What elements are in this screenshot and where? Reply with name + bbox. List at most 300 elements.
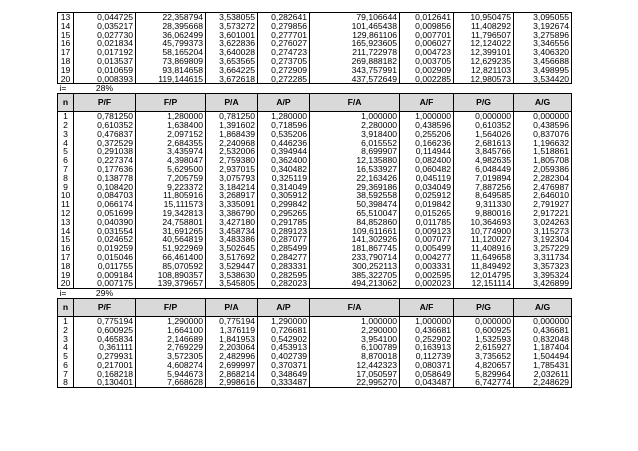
factor-cell: 0,002595 [400,271,454,280]
factor-cell: 0,600925 [454,326,514,335]
factor-cell: 3,538055 [206,13,258,22]
column-header: A/P [258,94,310,112]
factor-cell: 3,192674 [514,22,572,31]
factor-cell: 0,002023 [400,279,454,288]
factor-cell: 36,062499 [136,31,206,40]
factor-cell: 0,012641 [400,13,454,22]
factor-cell: 0,019842 [400,200,454,209]
table-row [58,22,572,31]
factor-cell: 0,004277 [400,253,454,262]
factor-cell: 0,007175 [74,279,136,288]
factor-cell: 11,408916 [454,244,514,253]
factor-cell: 0,009184 [74,271,136,280]
table-row [58,112,572,121]
period-cell: 11 [58,200,74,209]
factor-cell: 0,542902 [258,335,310,344]
factor-cell: 0,781250 [206,112,258,121]
factor-cell: 40,564819 [136,235,206,244]
factor-cell: 0,299842 [258,200,310,209]
factor-cell: 2,203064 [206,343,258,352]
factor-cell: 0,130401 [74,378,136,387]
factor-cell: 2,937015 [206,165,258,174]
column-header: P/G [454,298,514,316]
factor-cell: 10,950475 [454,13,514,22]
factor-cell: 0,002285 [400,75,454,84]
factor-cell: 494,213062 [310,279,400,288]
factor-cell: 3,845766 [454,147,514,156]
factor-cell: 10,364693 [454,218,514,227]
factor-cell: 5,629500 [136,165,206,174]
factor-cell: 1,841953 [206,335,258,344]
factor-cell: 3,075793 [206,174,258,183]
factor-cell: 0,775194 [74,316,136,325]
factor-cell: 0,295265 [258,209,310,218]
factor-cell: 2,476987 [514,183,572,192]
factor-cell: 28,395668 [136,22,206,31]
factor-cell: 0,255206 [400,130,454,139]
factor-cell: 4,398047 [136,156,206,165]
factor-cell: 51,922969 [136,244,206,253]
period-cell: 7 [58,165,74,174]
period-cell: 19 [58,66,74,75]
factor-cell: 8,870018 [310,352,400,361]
factor-cell: 2,146689 [136,335,206,344]
factor-cell: 3,664225 [206,66,258,75]
table-row [58,343,572,352]
factor-cell: 0,027730 [74,31,136,40]
factor-cell: 12,442323 [310,361,400,370]
factor-cell: 0,066174 [74,200,136,209]
factor-cell: 0,279931 [74,352,136,361]
factor-cell: 66,461400 [136,253,206,262]
period-cell: 6 [58,361,74,370]
rate-value: 28% [95,83,114,94]
table-row [58,227,572,236]
factor-cell: 16,533927 [310,165,400,174]
factor-cell: 0,465834 [74,335,136,344]
factor-cell: 1,376119 [206,326,258,335]
factor-cell: 0,114944 [400,147,454,156]
table-row [58,326,572,335]
period-cell: 16 [58,39,74,48]
factor-cell: 101,465438 [310,22,400,31]
period-cell: 4 [58,139,74,148]
factor-cell: 3,653565 [206,57,258,66]
factor-cell: 3,545805 [206,279,258,288]
factor-cell: 1,868439 [206,130,258,139]
factor-cell: 9,880016 [454,209,514,218]
factor-cell: 3,498995 [514,66,572,75]
column-header: A/G [514,298,572,316]
factor-cell: 0,476837 [74,130,136,139]
factor-cell: 7,887256 [454,183,514,192]
factor-cell: 0,045119 [400,174,454,183]
factor-cell: 0,781250 [74,112,136,121]
period-cell: 5 [58,147,74,156]
factor-cell: 0,082400 [400,156,454,165]
factor-cell: 3,311734 [514,253,572,262]
factor-cell: 0,108420 [74,183,136,192]
factor-cell: 1,391602 [206,121,258,130]
factor-cell: 2,290000 [310,326,400,335]
factor-cell: 12,014795 [454,271,514,280]
period-cell: 9 [58,183,74,192]
empty-cell [310,289,400,299]
factor-cell: 3,918400 [310,130,400,139]
period-cell: 17 [58,48,74,57]
factor-cell: 79,106644 [310,13,400,22]
empty-cell [258,84,310,94]
factor-cell: 0,006027 [400,39,454,48]
factor-cell: 0,277701 [258,31,310,40]
rate-value: 29% [95,288,114,299]
factor-cell: 0,008393 [74,75,136,84]
factor-cell: 0,000000 [514,112,572,121]
factor-cell: 0,348649 [258,370,310,379]
column-header: F/P [136,94,206,112]
table-row [58,244,572,253]
factor-cell: 3,192304 [514,235,572,244]
factor-cell: 141,302926 [310,235,400,244]
empty-cell [206,289,258,299]
factor-cell: 0,007077 [400,235,454,244]
header-row [58,298,572,316]
factor-cell: 3,357323 [514,262,572,271]
column-header: F/A [310,298,400,316]
factor-cell: 1,638400 [136,121,206,130]
factor-cell: 1,504494 [514,352,572,361]
factor-cell: 0,013537 [74,57,136,66]
factor-cell: 29,369186 [310,183,400,192]
factor-cell: 0,289123 [258,227,310,236]
factor-cell: 3,257229 [514,244,572,253]
factor-cell: 58,165204 [136,48,206,57]
factor-cell: 0,051699 [74,209,136,218]
rate-row [58,84,572,94]
column-header: P/F [74,298,136,316]
factor-cell: 12,980573 [454,75,514,84]
factor-cell: 12,821103 [454,66,514,75]
factor-cell: 2,240968 [206,139,258,148]
rate-label: i= [59,288,67,299]
factor-cell: 3,427180 [206,218,258,227]
factor-cell: 1,280000 [136,112,206,121]
factor-cell: 0,011755 [74,262,136,271]
period-cell: 18 [58,262,74,271]
factor-cell: 93,814658 [136,66,206,75]
factor-cell: 0,000000 [514,316,572,325]
factor-cell: 4,608274 [136,361,206,370]
factor-cell: 3,622836 [206,39,258,48]
table-row [58,165,572,174]
spreadsheet [57,12,572,388]
table-row [58,130,572,139]
factor-cell: 0,279856 [258,22,310,31]
factor-cell: 0,453913 [258,343,310,352]
table-row [58,156,572,165]
factor-cell: 0,340482 [258,165,310,174]
factor-cell: 2,248629 [514,378,572,387]
factor-cell: 0,272909 [258,66,310,75]
factor-cell: 0,394944 [258,147,310,156]
factor-cell: 2,868214 [206,370,258,379]
factor-cell: 12,151114 [454,279,514,288]
column-header: A/P [258,298,310,316]
factor-cell: 0,080371 [400,361,454,370]
rate-label: i= [59,83,67,94]
factor-cell: 0,274723 [258,48,310,57]
factor-cell: 0,283331 [258,262,310,271]
period-cell: 19 [58,271,74,280]
factor-cell: 1,532593 [454,335,514,344]
factor-cell: 0,058649 [400,370,454,379]
factor-cell: 233,790714 [310,253,400,262]
factor-cell: 3,483386 [206,235,258,244]
period-cell: 20 [58,75,74,84]
period-cell: 1 [58,316,74,325]
factor-cell: 11,649658 [454,253,514,262]
factor-cell: 0,282595 [258,271,310,280]
factor-cell: 0,010659 [74,66,136,75]
factor-cell: 0,325119 [258,174,310,183]
empty-cell [400,84,454,94]
factor-cell: 0,217001 [74,361,136,370]
table-row [58,31,572,40]
interest-factor-table [57,12,572,388]
empty-cell [514,289,572,299]
factor-cell: 0,370371 [258,361,310,370]
factor-cell: 3,346556 [514,39,572,48]
factor-cell: 0,718596 [258,121,310,130]
factor-cell: 0,291785 [258,218,310,227]
factor-cell: 2,615927 [454,343,514,352]
factor-cell: 0,009856 [400,22,454,31]
factor-cell: 3,095055 [514,13,572,22]
factor-cell: 2,097152 [136,130,206,139]
factor-cell: 0,003705 [400,57,454,66]
factor-cell: 1,000000 [310,112,400,121]
factor-cell: 11,796507 [454,31,514,40]
factor-cell: 3,502645 [206,244,258,253]
factor-cell: 385,322705 [310,271,400,280]
table-row [58,316,572,325]
factor-cell: 3,386790 [206,209,258,218]
table-row [58,218,572,227]
factor-cell: 1,196632 [514,139,572,148]
factor-cell: 84,852860 [310,218,400,227]
table-row [58,183,572,192]
factor-cell: 0,282023 [258,279,310,288]
factor-cell: 3,538630 [206,271,258,280]
table-row [58,253,572,262]
period-cell: 16 [58,244,74,253]
factor-cell: 4,820657 [454,361,514,370]
factor-cell: 0,333487 [258,378,310,387]
factor-cell: 0,163913 [400,343,454,352]
factor-cell: 0,011785 [400,218,454,227]
factor-cell: 0,168218 [74,370,136,379]
factor-cell: 0,832048 [514,335,572,344]
factor-cell: 7,019894 [454,174,514,183]
table-row [58,209,572,218]
factor-cell: 0,034049 [400,183,454,192]
empty-cell [514,84,572,94]
factor-cell: 6,048449 [454,165,514,174]
factor-cell: 12,135880 [310,156,400,165]
factor-cell: 1,564026 [454,130,514,139]
factor-cell: 2,759380 [206,156,258,165]
factor-cell: 24,758801 [136,218,206,227]
factor-cell: 3,517692 [206,253,258,262]
factor-cell: 73,869809 [136,57,206,66]
factor-cell: 31,691265 [136,227,206,236]
factor-cell: 2,917221 [514,209,572,218]
table-row [58,361,572,370]
table-row [58,66,572,75]
factor-cell: 0,007701 [400,31,454,40]
rate-row [58,289,572,299]
period-cell: 17 [58,253,74,262]
factor-cell: 0,060482 [400,165,454,174]
factor-cell: 0,002909 [400,66,454,75]
factor-cell: 22,358794 [136,13,206,22]
factor-cell: 0,436681 [514,326,572,335]
table-row [58,200,572,209]
factor-cell: 165,923605 [310,39,400,48]
factor-cell: 2,482996 [206,352,258,361]
factor-cell: 2,681613 [454,139,514,148]
factor-cell: 0,031554 [74,227,136,236]
factor-cell: 3,572305 [136,352,206,361]
factor-cell: 3,534420 [514,75,572,84]
table-row [58,48,572,57]
table-row [58,279,572,288]
factor-cell: 50,398474 [310,200,400,209]
table-row [58,75,572,84]
factor-cell: 0,362400 [258,156,310,165]
factor-cell: 15,111573 [136,200,206,209]
factor-cell: 0,372529 [74,139,136,148]
table-row [58,139,572,148]
factor-cell: 8,699907 [310,147,400,156]
factor-cell: 85,070592 [136,262,206,271]
factor-cell: 1,000000 [310,316,400,325]
factor-cell: 0,610352 [454,121,514,130]
period-cell: 18 [58,57,74,66]
factor-cell: 3,406320 [514,48,572,57]
factor-cell: 0,000000 [454,316,514,325]
factor-cell: 6,100789 [310,343,400,352]
factor-cell: 129,861106 [310,31,400,40]
factor-cell: 3,458734 [206,227,258,236]
period-cell: 10 [58,191,74,200]
factor-cell: 10,774900 [454,227,514,236]
factor-cell: 0,000000 [454,112,514,121]
column-header: P/G [454,94,514,112]
factor-cell: 0,276027 [258,39,310,48]
empty-cell [258,289,310,299]
factor-cell: 0,035217 [74,22,136,31]
factor-cell: 2,684355 [136,139,206,148]
factor-cell: 0,610352 [74,121,136,130]
column-header: A/F [400,298,454,316]
factor-cell: 0,837076 [514,130,572,139]
factor-cell: 0,287077 [258,235,310,244]
period-cell: 3 [58,130,74,139]
empty-cell [206,84,258,94]
factor-cell: 3,184214 [206,183,258,192]
factor-cell: 3,335091 [206,200,258,209]
column-header: P/A [206,94,258,112]
factor-cell: 5,829964 [454,370,514,379]
factor-cell: 0,004723 [400,48,454,57]
factor-cell: 9,223372 [136,183,206,192]
empty-cell [136,84,206,94]
table-row [58,174,572,183]
table-row [58,191,572,200]
table-row [58,335,572,344]
factor-cell: 12,399101 [454,48,514,57]
factor-cell: 17,050597 [310,370,400,379]
factor-cell: 1,664100 [136,326,206,335]
factor-cell: 11,120027 [454,235,514,244]
factor-cell: 3,435974 [136,147,206,156]
empty-cell [136,289,206,299]
factor-cell: 300,252113 [310,262,400,271]
table-row [58,370,572,379]
factor-cell: 2,280000 [310,121,400,130]
factor-cell: 0,166236 [400,139,454,148]
factor-cell: 2,998616 [206,378,258,387]
factor-cell: 0,285499 [258,244,310,253]
period-cell: 7 [58,370,74,379]
factor-cell: 3,426899 [514,279,572,288]
factor-cell: 343,757991 [310,66,400,75]
factor-cell: 3,573272 [206,22,258,31]
factor-cell: 0,438596 [514,121,572,130]
header-row [58,94,572,112]
factor-cell: 139,379657 [136,279,206,288]
period-cell: 6 [58,156,74,165]
factor-cell: 0,112739 [400,352,454,361]
table-row [58,352,572,361]
factor-cell: 38,592558 [310,191,400,200]
factor-cell: 109,611661 [310,227,400,236]
factor-cell: 0,084703 [74,191,136,200]
empty-cell [400,289,454,299]
column-header: A/G [514,94,572,112]
factor-cell: 1,000000 [400,112,454,121]
factor-cell: 0,272285 [258,75,310,84]
empty-cell [454,289,514,299]
factor-cell: 0,003331 [400,262,454,271]
factor-cell: 0,138778 [74,174,136,183]
factor-cell: 3,672618 [206,75,258,84]
factor-cell: 2,769229 [136,343,206,352]
factor-cell: 3,529447 [206,262,258,271]
period-cell: 13 [58,218,74,227]
empty-cell [454,84,514,94]
period-cell: 20 [58,279,74,288]
factor-cell: 181,867745 [310,244,400,253]
factor-cell: 3,735652 [454,352,514,361]
factor-cell: 0,402739 [258,352,310,361]
factor-cell: 3,275896 [514,31,572,40]
table-body [58,13,572,388]
factor-cell: 0,044725 [74,13,136,22]
factor-cell: 0,024652 [74,235,136,244]
factor-cell: 7,668628 [136,378,206,387]
